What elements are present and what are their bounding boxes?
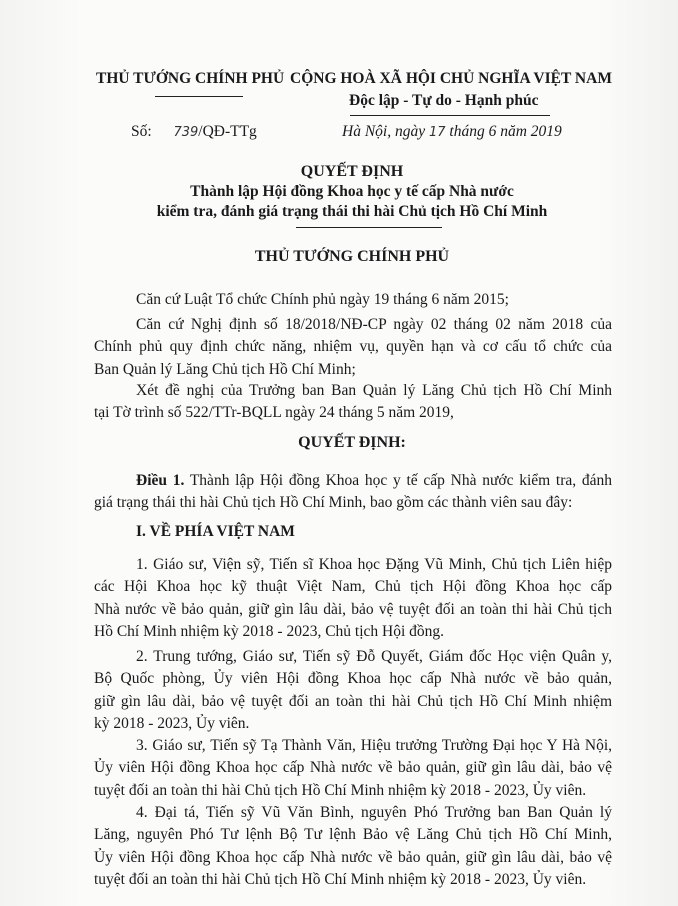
date-suffix: tháng 6 năm 2019 (449, 123, 562, 140)
number-handwritten: 739 (173, 125, 199, 140)
number-prefix: Số: (131, 123, 152, 140)
title-line-1: Thành lập Hội đồng Khoa học y tế cấp Nhà nước (190, 183, 514, 200)
text-line: 4. Đại tá, Tiến sỹ Vũ Văn Bình, nguyên Phó Trưởng ban Ban Quản lý (136, 804, 612, 821)
member-2 (94, 646, 612, 735)
date-prefix: Hà Nội, ngày (342, 123, 426, 140)
article-1-label: Điều 1. (136, 472, 185, 489)
number-suffix: /QĐ-TTg (198, 123, 257, 140)
text-line: Lăng, nguyên Phó Tư lệnh Bộ Tư lệnh Bảo vệ Lăng Chủ tịch Hồ Chí Minh, (94, 826, 612, 844)
decide-heading: QUYẾT ĐỊNH: (298, 434, 406, 451)
member-4 (94, 802, 612, 891)
member-3 (94, 735, 612, 802)
text-line: 3. Giáo sư, Tiến sỹ Tạ Thành Văn, Hiệu trưởng Trường Đại học Y Hà Nội, (136, 737, 612, 754)
member-1 (94, 554, 612, 643)
text-line: tại Tờ trình số 522/TTr-BQLL ngày 24 tháng 5 năm 2019, (94, 404, 454, 422)
text-line: giữ gìn lâu dài, bảo vệ tuyệt đối an toàn thi hài Chủ tịch Hồ Chí Minh nhiệm (94, 692, 612, 710)
issuing-agency: THỦ TƯỚNG CHÍNH PHỦ (96, 70, 285, 87)
agency-underline (155, 96, 243, 97)
section-vietnam-heading: I. VỀ PHÍA VIỆT NAM (136, 523, 295, 540)
text-line: 2. Trung tướng, Giáo sư, Tiến sỹ Đỗ Quyết, Giám đốc Học viện Quân y, (136, 648, 612, 665)
title-line-2: kiểm tra, đánh giá trạng thái thi hài Chủ tịch Hồ Chí Minh (156, 203, 548, 220)
text-line: kỳ 2018 - 2023, Ủy viên. (94, 714, 250, 732)
text-line (94, 470, 612, 492)
text-line: các Hội Khoa học kỹ thuật Việt Nam, Chủ tịch Hội đồng Khoa học cấp (94, 578, 612, 596)
text-line: Bộ Quốc phòng, Ủy viên Hội đồng Khoa học cấp Nhà nước về bảo quản, (94, 670, 612, 688)
text-line: tuyệt đối an toàn thi hài Chủ tịch Hồ Chí Minh nhiệm kỳ 2018 - 2023, Ủy viên. (94, 870, 587, 888)
text-line: Chính phủ quy định chức năng, nhiệm vụ, quyền hạn và cơ cấu tổ chức của (94, 338, 612, 356)
text-line: Nhà nước về bảo quản, giữ gìn lâu dài, bảo vệ tuyệt đối an toàn thi hài Chủ tịch (94, 600, 612, 618)
text-line: tuyệt đối an toàn thi hài Chủ tịch Hồ Chí Minh nhiệm kỳ 2018 - 2023, Ủy viên. (94, 781, 587, 799)
text-line: 1. Giáo sư, Viện sỹ, Tiến sĩ Khoa học Đặng Vũ Minh, Chủ tịch Liên hiệp (136, 556, 612, 573)
text-line: Căn cứ Nghị định số 18/2018/NĐ-CP ngày 02 tháng 02 năm 2018 của (136, 316, 612, 333)
national-motto: Độc lập - Tự do - Hạnh phúc (349, 92, 539, 109)
text-line: Căn cứ Luật Tổ chức Chính phủ ngày 19 tháng 6 năm 2015; (136, 291, 509, 308)
national-title: CỘNG HOÀ XÃ HỘI CHỦ NGHĨA VIỆT NAM (290, 70, 612, 87)
text-line: giá trạng thái thi hài Chủ tịch Hồ Chí Minh, bao gồm các thành viên sau đây: (94, 494, 573, 512)
date-day-handwritten: 17 (428, 125, 446, 140)
text-line: Xét đề nghị của Trưởng ban Ban Quản lý Lăng Chủ tịch Hồ Chí Minh (136, 382, 612, 399)
document-number (131, 123, 257, 141)
preamble-proposal (94, 380, 612, 425)
preamble-legal-basis-1 (94, 289, 612, 311)
article-1 (94, 470, 612, 515)
text-line: Ban Quản lý Lăng Chủ tịch Hồ Chí Minh; (94, 360, 356, 378)
preamble-legal-basis-2 (94, 314, 612, 381)
text-line: Ủy viên Hội đồng Khoa học cấp Nhà nước về bảo quản, giữ gìn lâu dài, bảo vệ (94, 848, 612, 866)
document-type-title: QUYẾT ĐỊNH (300, 163, 404, 180)
article-1-text: Thành lập Hội đồng Khoa học y tế cấp Nhà nước kiểm tra, đánh (189, 472, 613, 489)
motto-underline (350, 115, 550, 116)
text-line: Hồ Chí Minh nhiệm kỳ 2018 - 2023, Chủ tịch Hội đồng. (94, 622, 445, 640)
issuer-title: THỦ TƯỚNG CHÍNH PHỦ (254, 248, 450, 265)
issue-date (342, 123, 562, 141)
title-underline (296, 227, 442, 228)
text-line: Ủy viên Hội đồng Khoa học cấp Nhà nước về bảo quản, giữ gìn lâu dài, bảo vệ (94, 759, 612, 777)
